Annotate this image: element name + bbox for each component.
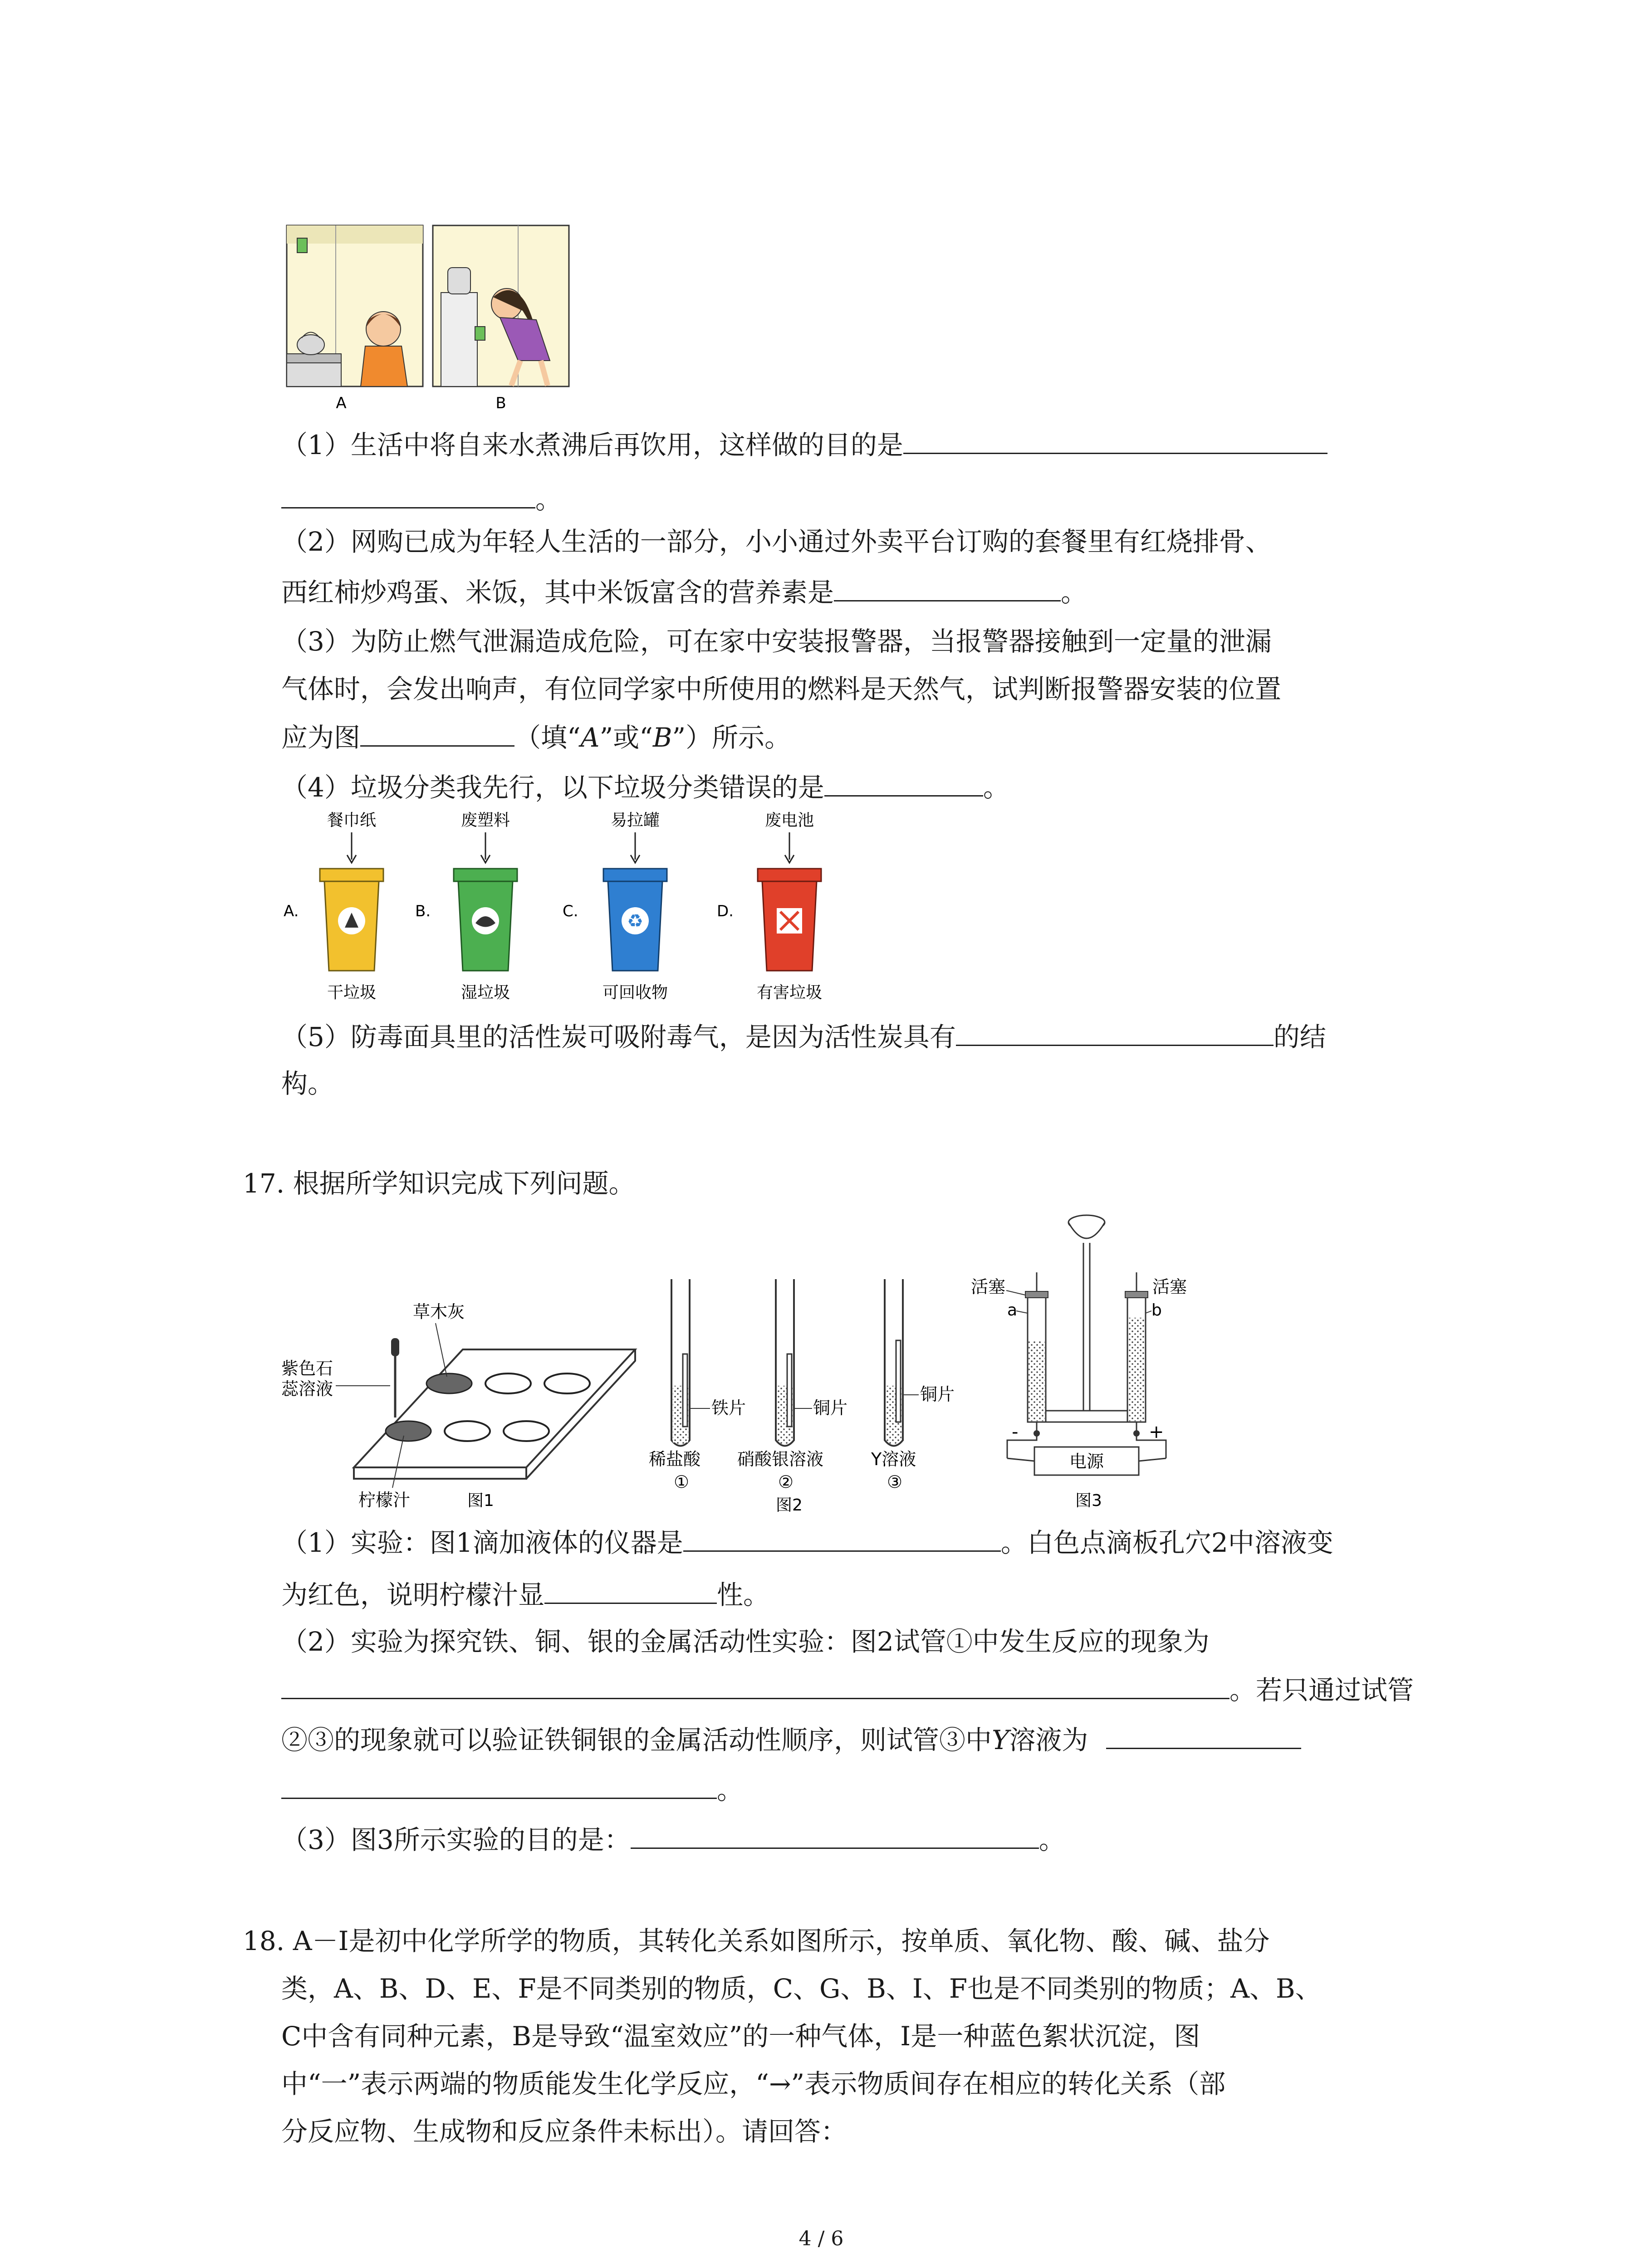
scene-a-label: A [336,394,347,412]
bin-c-option: C. [563,902,578,920]
plate-well [386,1421,431,1441]
bin-b-bottom-label: 湿垃圾 [460,983,510,1002]
q16-part1-line1: （1）生活中将自来水煮沸后再饮用，这样做的目的是 [281,431,1327,458]
q17-part2-line3: ②③的现象就可以验证铁铜银的金属活动性顺序，则试管③中Y溶液为 [281,1726,1301,1753]
label-valve-left: 活塞 [971,1277,1006,1297]
recycle-icon: ♻ [627,911,643,932]
q17-part1-line2: 为红色，说明柠檬汁显 性。 [281,1579,770,1610]
answer-blank[interactable] [631,1826,1039,1849]
bin-c-top-label: 易拉罐 [610,812,660,830]
answer-blank[interactable] [544,1581,717,1604]
plate-well [445,1421,490,1441]
q18-line1: 18. A－I是初中化学所学的物质，其转化关系如图所示，按单质、氧化物、酸、碱、盐分 [243,1926,1270,1956]
answer-blank[interactable] [824,773,983,797]
label-litmus-2: 蕊溶液 [281,1379,333,1399]
label-litmus-1: 紫色石 [281,1359,333,1378]
test-tubes-figure [649,1279,955,1513]
answer-blank[interactable] [281,1776,717,1799]
scene-b-label: B [495,394,506,412]
dropper-bulb [391,1338,399,1356]
q17-part2-line4: 。 [281,1776,743,1803]
test-tube-1 [649,1279,746,1492]
valve-right [1125,1291,1148,1298]
metal-strip [787,1354,792,1427]
q16-part2-line1: （2）网购已成为年轻人生活的一部分，小小通过外卖平台订购的套餐里有红烧排骨、 [281,526,1272,557]
answer-blank[interactable] [903,431,1327,454]
bin-c-bottom-label: 可回收物 [602,983,668,1002]
answer-blank[interactable] [1106,1726,1301,1749]
q16-part3-line2: 气体时，会发出响声，有位同学家中所使用的燃料是天然气，试判断报警器安装的位置 [281,674,1282,704]
q17-title: 17. 根据所学知识完成下列问题。 [243,1168,635,1199]
plate-well [504,1421,549,1441]
tube-3-num: ③ [887,1472,903,1492]
bin-d-top-label: 废电池 [764,812,814,830]
q17-part3: （3）图3所示实验的目的是： 。 [281,1824,1065,1855]
q16-part4: （4）垃圾分类我先行，以下垃圾分类错误的是 。 [281,772,1009,803]
plate-well [544,1374,590,1393]
scene-b-illustration [433,225,569,386]
garbage-bins-figure [281,812,871,1012]
test-tube-2 [737,1279,847,1492]
figure-kitchen-scenes [286,225,576,415]
fig3-caption: 图3 [1075,1491,1102,1510]
scene-a-illustration [287,225,423,386]
q16-part2-line2: 西红柿炒鸡蛋、米饭，其中米饭富含的营养素是 。 [281,577,1087,608]
q16-part5-line2: 构。 [281,1068,334,1099]
bin-a-top-label: 餐巾纸 [327,812,377,830]
q17-part1-line1: （1）实验：图1滴加液体的仪器是 。白色点滴板孔穴2中溶液变 [281,1527,1333,1558]
bin-d [717,812,822,1002]
bin-b [415,812,517,1002]
page-number: 4 / 6 [798,2227,844,2250]
metal-strip [683,1354,687,1427]
q18-line2: 类，A、B、D、E、F是不同类别的物质，C、G、B、I、F也是不同类别的物质；A、B、 [281,1973,1322,2004]
plate-well [485,1374,531,1393]
tube-1-num: ① [674,1472,690,1492]
label-power: 电源 [1069,1452,1104,1471]
bin-a-option: A. [284,902,299,920]
valve-left [1025,1291,1048,1298]
answer-blank[interactable] [281,485,535,508]
label-a: a [1007,1301,1018,1320]
answer-blank[interactable] [956,1023,1274,1046]
label-ash: 草木灰 [413,1302,465,1322]
bin-b-top-label: 废塑料 [460,812,510,830]
q16-part1-line2: 。 [281,485,562,513]
test-tube-3 [871,1279,955,1492]
tube-2-metal: 铜片 [813,1398,848,1418]
answer-blank[interactable] [281,1676,1230,1699]
label-minus: - [1012,1422,1019,1442]
answer-blank[interactable] [834,578,1061,601]
fig1-caption: 图1 [467,1491,494,1510]
electrolysis-figure [971,1215,1187,1510]
answer-blank[interactable] [683,1529,1001,1552]
plate-well [426,1374,472,1393]
tube-3-metal: 铜片 [920,1384,955,1404]
label-valve-right: 活塞 [1152,1277,1187,1297]
bin-d-option: D. [717,902,734,920]
q16-part5-line1: （5）防毒面具里的活性炭可吸附毒气，是因为活性炭具有 的结 [281,1022,1326,1052]
tube-3-liquid: Y溶液 [871,1449,916,1469]
tube-2-num: ② [778,1472,794,1492]
q18-line3: C中含有同种元素，B是导致“温室效应”的一种气体，I是一种蓝色絮状沉淀，图 [281,2021,1200,2052]
metal-strip [896,1340,901,1422]
label-plus: + [1149,1422,1164,1442]
q18-line5: 分反应物、生成物和反应条件未标出）。请回答： [281,2116,847,2147]
tube-2-liquid: 硝酸银溶液 [737,1449,824,1469]
q18-line4: 中“一”表示两端的物质能发生化学反应，“→”表示物质间存在相应的转化关系（部 [281,2068,1226,2099]
bin-c [563,812,668,1002]
q16-part3-line3: 应为图 （填“A”或“B”）所示。 [281,722,791,753]
label-b: b [1151,1301,1162,1320]
bin-b-option: B. [415,902,431,920]
spot-plate-figure [281,1302,635,1510]
q17-part2-line2: 。若只通过试管 [281,1676,1414,1703]
tube-1-liquid: 稀盐酸 [649,1449,701,1469]
answer-blank[interactable] [360,723,514,747]
tube-1-metal: 铁片 [711,1398,746,1418]
label-lemon: 柠檬汁 [358,1490,411,1510]
q16-part3-line1: （3）为防止燃气泄漏造成危险，可在家中安装报警器，当报警器接触到一定量的泄漏 [281,626,1272,657]
q17-part2-line1: （2）实验为探究铁、铜、银的金属活动性实验：图2试管①中发生反应的现象为 [281,1626,1210,1657]
bin-a-bottom-label: 干垃圾 [327,983,377,1002]
bin-a [284,812,383,1002]
q17-figures [281,1204,1225,1513]
bin-d-bottom-label: 有害垃圾 [756,983,823,1002]
fig2-caption: 图2 [776,1496,803,1513]
